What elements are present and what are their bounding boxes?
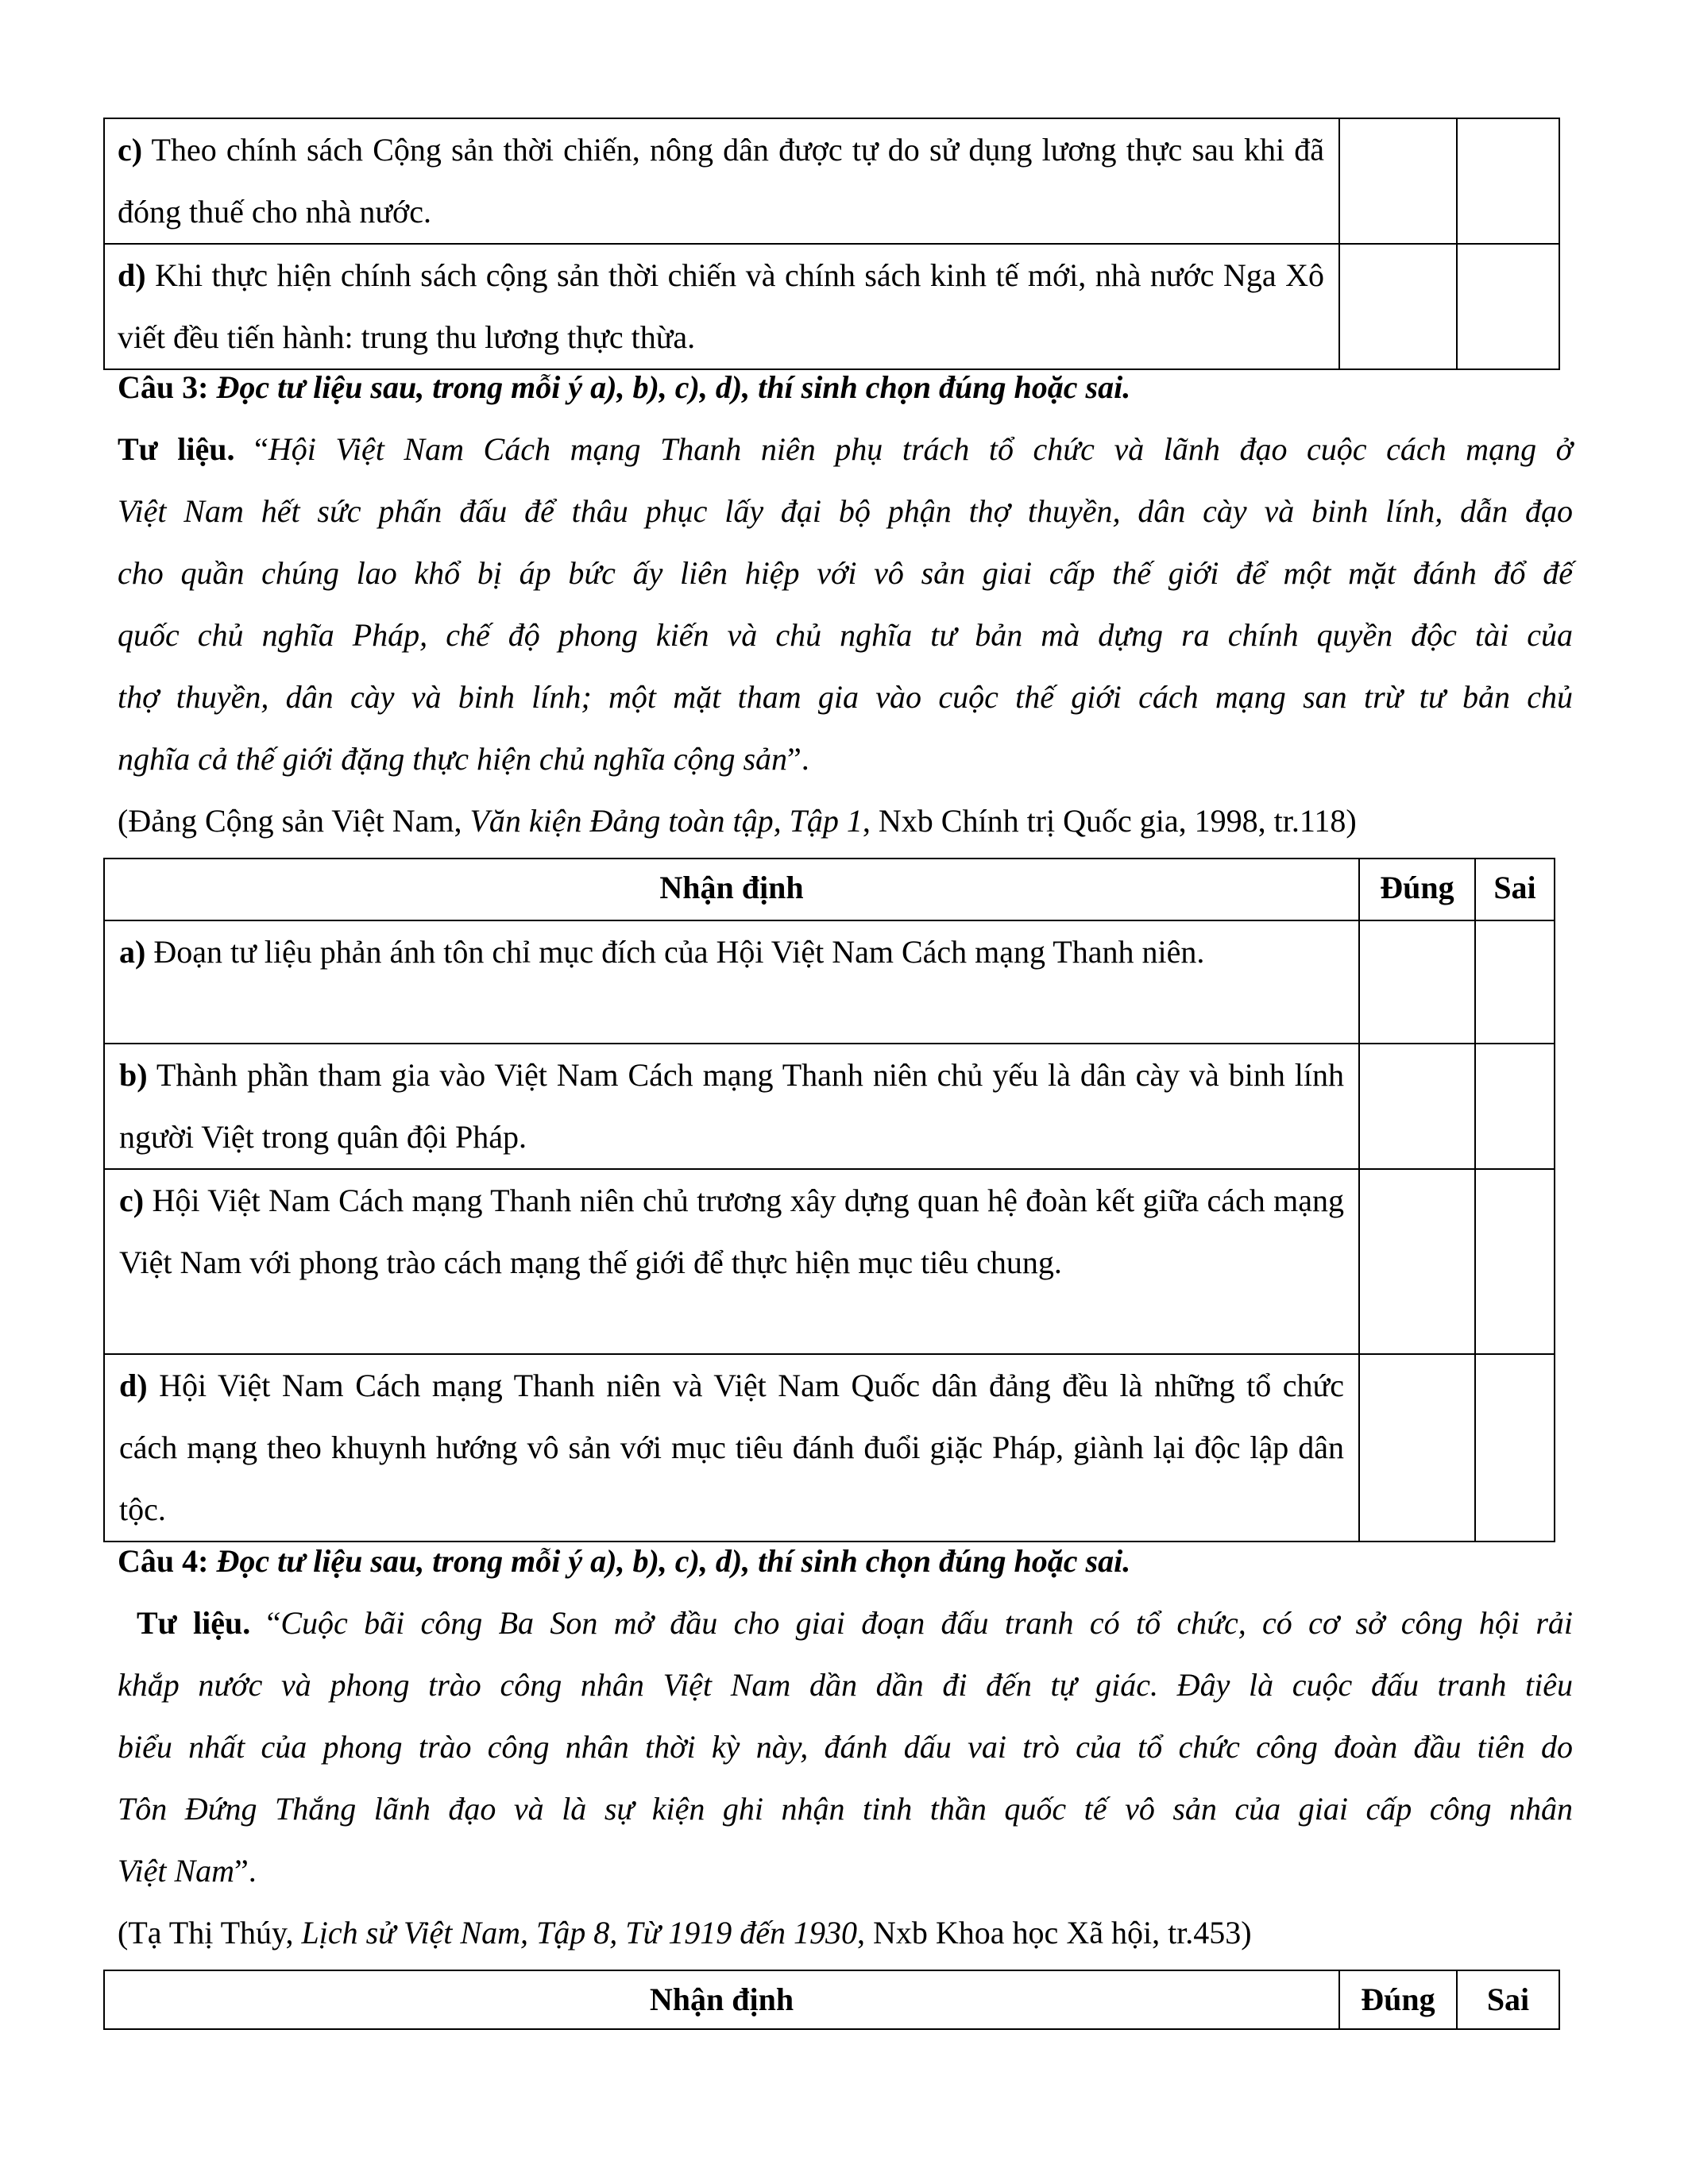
statement-text: Hội Việt Nam Cách mạng Thanh niên và Việt Nam Quốc dân đảng đều là những tổ chức cách mạng theo khuynh hướng vô sản với mục tiêu đánh đuổi giặc Pháp, giành lại độc lập dân tộc. (119, 1368, 1344, 1527)
source-line (118, 1840, 1573, 1902)
statement-cell (104, 118, 1339, 244)
question-label: Câu 3: (118, 369, 209, 405)
question-3-table (103, 858, 1555, 1542)
source-label: Tư liệu. (137, 1605, 251, 1641)
quote-line: Cuộc bãi công Ba Son mở đầu cho giai đoạn đấu tranh có tổ chức, có cơ sở công hội rải (280, 1605, 1574, 1641)
quote-line: Việt Nam (118, 1853, 235, 1889)
statement-cell (104, 1169, 1359, 1354)
question-4-table (103, 1970, 1560, 2030)
source-label: Tư liệu. (118, 431, 235, 467)
header-true: Đúng (1339, 1970, 1457, 2029)
quote-line: thợ thuyền, dân cày và binh lính; một mặt tham gia vào cuộc thế giới cách mạng san trừ tư bản chủ (118, 679, 1573, 715)
citation: (Tạ Thị Thúy, Lịch sử Việt Nam, Tập 8, Từ 1919 đến 1930, Nxb Khoa học Xã hội, tr.453) (118, 1915, 1252, 1951)
false-answer-cell[interactable] (1457, 244, 1559, 369)
table-row (104, 1169, 1555, 1354)
question-label: Câu 4: (118, 1543, 209, 1579)
false-answer-cell[interactable] (1457, 118, 1559, 244)
header-false: Sai (1457, 1970, 1559, 2029)
true-answer-cell[interactable] (1339, 118, 1457, 244)
question-instruction: Đọc tư liệu sau, trong mỗi ý a), b), c), d), thí sinh chọn đúng hoặc sai. (216, 369, 1131, 405)
statement-text: Đoạn tư liệu phản ánh tôn chỉ mục đích của Hội Việt Nam Cách mạng Thanh niên. (153, 934, 1205, 970)
statement-letter: c) (118, 132, 143, 168)
table-header-row (104, 1970, 1559, 2029)
true-answer-cell[interactable] (1359, 920, 1475, 1044)
quote-line: quốc chủ nghĩa Pháp, chế độ phong kiến và chủ nghĩa tư bản mà dựng ra chính quyền độc tài của (118, 617, 1573, 653)
table-continued (103, 118, 1560, 370)
table-header-row (104, 859, 1555, 920)
true-answer-cell[interactable] (1339, 244, 1457, 369)
header-statement: Nhận định (104, 1970, 1339, 2029)
header-true: Đúng (1359, 859, 1475, 920)
true-answer-cell[interactable] (1359, 1169, 1475, 1354)
source-line (137, 1592, 1573, 1654)
statement-letter: c) (119, 1183, 145, 1218)
true-answer-cell[interactable] (1359, 1044, 1475, 1169)
citation: (Đảng Cộng sản Việt Nam, Văn kiện Đảng toàn tập, Tập 1, Nxb Chính trị Quốc gia, 1998, tr.118) (118, 803, 1357, 839)
quote-line: Hội Việt Nam Cách mạng Thanh niên phụ trách tổ chức và lãnh đạo cuộc cách mạng ở (268, 431, 1573, 467)
false-answer-cell[interactable] (1475, 1354, 1555, 1542)
statement-cell (104, 1044, 1359, 1169)
statement-cell (104, 1354, 1359, 1542)
statement-cell (104, 244, 1339, 369)
quote-line: cho quần chúng lao khổ bị áp bức ấy liên hiệp với vô sản giai cấp thế giới để một mặt đánh đổ đế (118, 555, 1573, 591)
citation-title: Văn kiện Đảng toàn tập, Tập 1 (469, 803, 863, 839)
quote-line: nghĩa cả thế giới đặng thực hiện chủ nghĩa cộng sản (118, 741, 788, 777)
quote-line: biểu nhất của phong trào công nhân thời kỳ này, đánh dấu vai trò của tổ chức công đoàn đầu tiên do (118, 1729, 1573, 1765)
question-instruction: Đọc tư liệu sau, trong mỗi ý a), b), c), d), thí sinh chọn đúng hoặc sai. (216, 1543, 1131, 1579)
quote-close: ”. (234, 1853, 257, 1889)
table-row (104, 244, 1559, 369)
table-row (104, 1044, 1555, 1169)
statement-letter: d) (119, 1368, 148, 1403)
false-answer-cell[interactable] (1475, 1169, 1555, 1354)
statement-text: Thành phần tham gia vào Việt Nam Cách mạng Thanh niên chủ yếu là dân cày và binh lính người Việt trong quân đội Pháp. (119, 1057, 1345, 1155)
quote-line: Tôn Đứng Thắng lãnh đạo và là sự kiện ghi nhận tinh thần quốc tế vô sản của giai cấp công nhân (118, 1791, 1573, 1827)
question-3-heading (118, 357, 1130, 419)
question-4-heading (118, 1530, 1130, 1592)
quote-open: “ (266, 1605, 281, 1641)
true-answer-cell[interactable] (1359, 1354, 1475, 1542)
statement-letter: d) (118, 257, 146, 293)
quote-line: Việt Nam hết sức phấn đấu để thâu phục lấy đại bộ phận thợ thuyền, dân cày và binh lính, dẫn đạo (118, 493, 1573, 529)
quote-line: khắp nước và phong trào công nhân Việt Nam dần dần đi đến tự giác. Đây là cuộc đấu tranh tiêu (118, 1667, 1573, 1703)
statement-letter: a) (119, 934, 146, 970)
statement-text: Khi thực hiện chính sách cộng sản thời chiến và chính sách kinh tế mới, nhà nước Nga Xô viết đều tiến hành: trung thu lương thực thừa. (118, 257, 1324, 355)
statement-text: Hội Việt Nam Cách mạng Thanh niên chủ trương xây dựng quan hệ đoàn kết giữa cách mạng Việt Nam với phong trào cách mạng thế giới để thực hiện mục tiêu chung. (119, 1183, 1345, 1280)
statement-text: Theo chính sách Cộng sản thời chiến, nông dân được tự do sử dụng lương thực sau khi đã đóng thuế cho nhà nước. (118, 132, 1325, 230)
header-statement: Nhận định (104, 859, 1359, 920)
statement-cell (104, 920, 1359, 1044)
citation-title: Lịch sử Việt Nam, Tập 8, Từ 1919 đến 1930 (301, 1915, 858, 1951)
table-row (104, 920, 1555, 1044)
false-answer-cell[interactable] (1475, 920, 1555, 1044)
header-false: Sai (1475, 859, 1555, 920)
quote-open: “ (254, 431, 268, 467)
quote-close: ”. (787, 741, 809, 777)
source-line (118, 728, 1573, 790)
false-answer-cell[interactable] (1475, 1044, 1555, 1169)
source-line (118, 419, 1573, 480)
table-row (104, 1354, 1555, 1542)
table-row (104, 118, 1559, 244)
statement-letter: b) (119, 1057, 148, 1093)
